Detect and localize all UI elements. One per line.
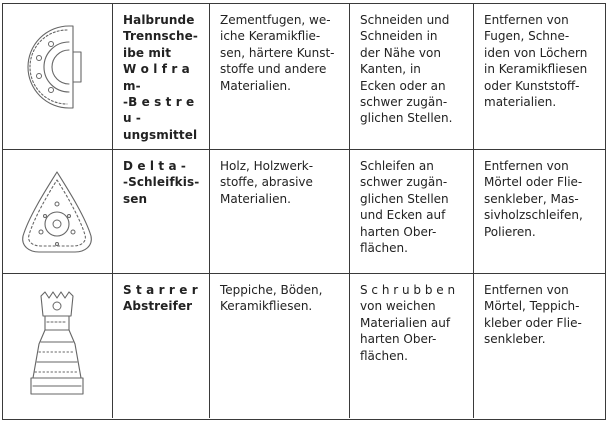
name-cell — [112, 274, 209, 418]
rigid-scraper-icon — [11, 282, 103, 412]
accessory-table — [2, 3, 606, 420]
application-text: S c h r u b b e n von weichen Materialien auf harten Ober- flächen. — [360, 283, 456, 363]
name-cell — [112, 4, 209, 149]
tool-name: Halbrunde Trennsche- ibe mit W o l f r a m- -B e s t r e u - ungsmittel — [123, 13, 198, 142]
half-round-blade-icon — [11, 12, 103, 122]
table-row — [3, 4, 605, 149]
purpose-cell — [473, 150, 604, 273]
table-row — [3, 149, 605, 273]
application-text: Schleifen an schwer zugän- glichen Stellen und Ecken auf harten Ober- flächen. — [360, 159, 449, 256]
tool-name: D e l t a - -Schleifkis- sen — [123, 159, 200, 206]
purpose-cell — [473, 4, 604, 149]
icon-cell — [3, 4, 112, 149]
material-text: Zementfugen, we- iche Keramikflie- sen, härtere Kunst- stoffe und andere Materialien. — [220, 13, 335, 93]
purpose-text: Entfernen von Mörtel, Teppich- kleber oder Flie- senkleber. — [484, 283, 582, 347]
application-cell — [349, 150, 473, 273]
name-cell — [112, 150, 209, 273]
material-text: Holz, Holzwerk- stoffe, abrasive Materialien. — [220, 159, 314, 206]
material-cell — [209, 4, 349, 149]
icon-cell — [3, 150, 112, 273]
tool-name: S t a r r e r Abstreifer — [123, 283, 198, 314]
purpose-text: Entfernen von Mörtel oder Flie- senkleber, Mas- sivholzschleifen, Polieren. — [484, 159, 583, 239]
material-cell — [209, 150, 349, 273]
application-text: Schneiden und Schneiden in der Nähe von Kanten, in Ecken oder an schwer zugän- glichen Stellen. — [360, 13, 453, 126]
purpose-cell — [473, 274, 604, 418]
application-cell — [349, 274, 473, 418]
material-text: Teppiche, Böden, Keramikfliesen. — [220, 283, 323, 314]
material-cell — [209, 274, 349, 418]
icon-cell — [3, 274, 112, 418]
application-cell — [349, 4, 473, 149]
table-row — [3, 273, 605, 418]
purpose-text: Entfernen von Fugen, Schne- iden von Löchern in Keramikfliesen oder Kunststoff- materialien. — [484, 13, 588, 110]
delta-sanding-pad-icon — [11, 158, 103, 266]
